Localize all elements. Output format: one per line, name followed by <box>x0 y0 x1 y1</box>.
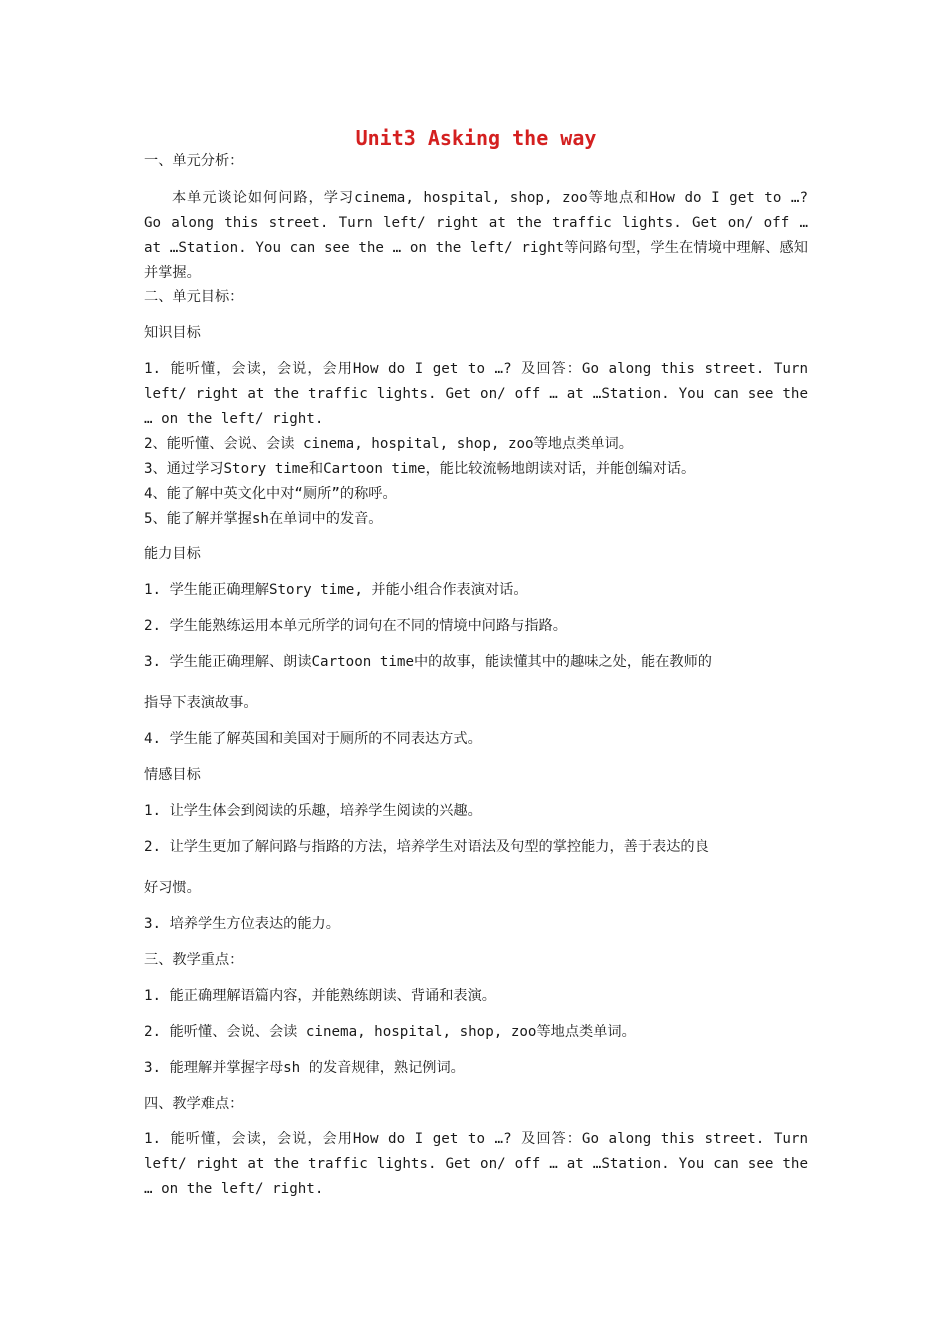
ability-goal-item-3-line-2: 指导下表演故事。 <box>144 695 258 711</box>
key-point-item-3: 3. 能理解并掌握字母sh 的发音规律，熟记例词。 <box>144 1060 465 1076</box>
document-title: Unit3 Asking the way <box>355 126 597 150</box>
ability-goal-item-1: 1. 学生能正确理解Story time, 并能小组合作表演对话。 <box>144 582 528 598</box>
section-heading-unit-analysis: 一、单元分析： <box>144 153 244 169</box>
knowledge-goal-item-2: 2、能听懂、会说、会读 cinema, hospital, shop, zoo等地点类单词。 <box>144 436 633 452</box>
knowledge-goal-item-1: 1. 能听懂，会读，会说，会用How do I get to …? 及回答：Go along this street. Turn left/ right at the traffic lights. Get on/ off … at …Station. You can see the … on the left/ right. <box>144 361 808 427</box>
unit-analysis-paragraph: 本单元谈论如何问路，学习cinema, hospital, shop, zoo等地点和How do I get to …? Go along this street. Turn left/ right at the traffic lights. Get on/ off … at …Station. You can see the … on the left/ right等问路句型，学生在情境中理解、感知并掌握。 <box>144 190 808 281</box>
knowledge-goal-item-4: 4、能了解中英文化中对“厕所”的称呼。 <box>144 486 397 502</box>
ability-goal-item-3-line-1: 3. 学生能正确理解、朗读Cartoon time中的故事，能读懂其中的趣味之处，能在教师的 <box>144 654 712 670</box>
emotion-goal-item-3: 3. 培养学生方位表达的能力。 <box>144 916 340 932</box>
knowledge-goal-item-3: 3、通过学习Story time和Cartoon time，能比较流畅地朗读对话，并能创编对话。 <box>144 461 696 477</box>
section-heading-key-points: 三、教学重点： <box>144 952 244 968</box>
ability-goal-item-2: 2. 学生能熟练运用本单元所学的词句在不同的情境中问路与指路。 <box>144 618 567 634</box>
subheading-emotion-goals: 情感目标 <box>144 767 201 783</box>
section-heading-unit-goals: 二、单元目标： <box>144 289 244 305</box>
section-heading-difficulties: 四、教学难点： <box>144 1096 244 1112</box>
key-point-item-1: 1. 能正确理解语篇内容，并能熟练朗读、背诵和表演。 <box>144 988 496 1004</box>
subheading-knowledge-goals: 知识目标 <box>144 325 201 341</box>
key-point-item-2: 2. 能听懂、会说、会读 cinema, hospital, shop, zoo等地点类单词。 <box>144 1024 636 1040</box>
ability-goal-item-4: 4. 学生能了解英国和美国对于厕所的不同表达方式。 <box>144 731 482 747</box>
knowledge-goal-item-5: 5、能了解并掌握sh在单词中的发音。 <box>144 511 383 527</box>
subheading-ability-goals: 能力目标 <box>144 546 201 562</box>
emotion-goal-item-1: 1. 让学生体会到阅读的乐趣，培养学生阅读的兴趣。 <box>144 803 482 819</box>
emotion-goal-item-2-line-2: 好习惯。 <box>144 880 201 896</box>
emotion-goal-item-2-line-1: 2. 让学生更加了解问路与指路的方法，培养学生对语法及句型的掌控能力，善于表达的良 <box>144 839 709 855</box>
difficulty-item-1: 1. 能听懂，会读，会说，会用How do I get to …? 及回答：Go along this street. Turn left/ right at the traffic lights. Get on/ off … at …Station. You can see the … on the left/ right. <box>144 1131 808 1197</box>
